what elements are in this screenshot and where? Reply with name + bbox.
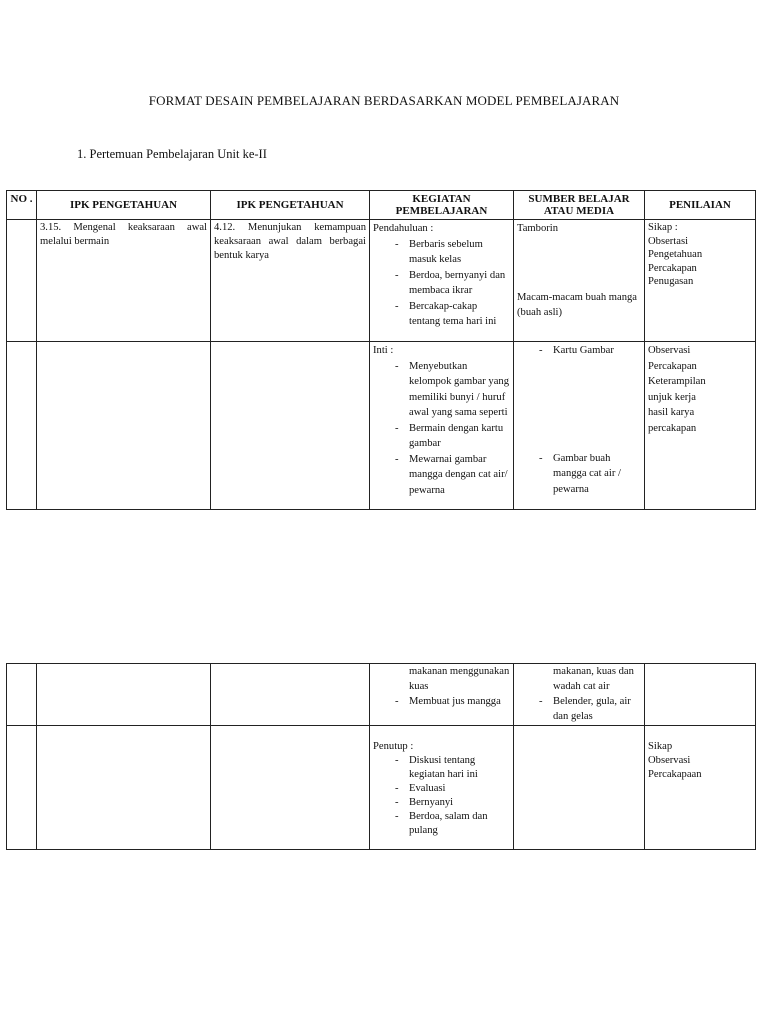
header-sumber: SUMBER BELAJAR ATAU MEDIA <box>514 191 645 220</box>
list-item: - Berdoa, salam dan pulang <box>395 810 510 838</box>
cell-penilaian: Sikap Observasi Percakapaan <box>645 726 756 850</box>
list-item: - Kartu Gambar <box>539 343 641 359</box>
cell-ipk-1 <box>37 726 211 850</box>
table-row <box>7 220 756 342</box>
document-title: FORMAT DESAIN PEMBELAJARAN BERDASARKAN MODEL PEMBELAJARAN <box>148 93 620 108</box>
cell-kegiatan: makanan menggunakan kuas - Membuat jus mangga <box>370 664 514 726</box>
header-ipk-1: IPK PENGETAHUAN <box>37 191 211 220</box>
header-penilaian: PENILAIAN <box>645 191 756 220</box>
list-item: - Mewarnai gambar mangga dengan cat air/ pewarna <box>395 452 510 499</box>
cell-penilaian: Observasi Percakapan Keterampilan unjuk kerja hasil karya percakapan <box>645 342 756 510</box>
cell-ipk-2 <box>211 342 370 510</box>
learning-design-table-bottom <box>6 663 756 850</box>
learning-design-table-top <box>6 190 756 510</box>
cell-ipk-2 <box>211 726 370 850</box>
cell-ipk-2: 4.12. Menunjukan kemampuan keaksaraan awal dalam berbagai bentuk karya <box>211 220 370 342</box>
cell-kegiatan: Penutup : - Diskusi tentang kegiatan hari ini - Evaluasi - Bernyanyi - Berdoa, salam dan pulang <box>370 726 514 850</box>
list-item: - Membuat jus mangga <box>395 694 510 709</box>
cell-sumber: makanan, kuas dan wadah cat air - Belender, gula, air dan gelas <box>514 664 645 726</box>
list-item: - Menyebutkan kelompok gambar yang memiliki bunyi / huruf awal yang sama seperti <box>395 359 510 421</box>
cell-kegiatan: Inti : - Menyebutkan kelompok gambar yang memiliki bunyi / huruf awal yang sama seperti - Bermain dengan kartu gambar - Mewarnai gambar mangga dengan cat air/ pewarna <box>370 342 514 510</box>
cell-ipk-2 <box>211 664 370 726</box>
cell-sumber <box>514 726 645 850</box>
cell-ipk-1 <box>37 664 211 726</box>
cell-penilaian <box>645 664 756 726</box>
list-item: - Gambar buah mangga cat air / pewarna <box>539 451 641 498</box>
list-item: - Bernyanyi <box>395 796 510 810</box>
list-item: - Evaluasi <box>395 782 510 796</box>
list-item: - Bercakap-cakap tentang tema hari ini <box>395 299 510 330</box>
cell-sumber <box>514 342 645 510</box>
cell-penilaian: Sikap : Obsertasi Pengetahuan Percakapan Penugasan <box>645 220 756 342</box>
cell-sumber: Tamborin Macam-macam buah manga (buah asli) <box>514 220 645 342</box>
table-row <box>7 726 756 850</box>
list-item: - Diskusi tentang kegiatan hari ini <box>395 754 510 782</box>
list-item: - Bermain dengan kartu gambar <box>395 421 510 452</box>
header-kegiatan: KEGIATAN PEMBELAJARAN <box>370 191 514 220</box>
header-no: NO . <box>7 191 37 220</box>
cell-no <box>7 664 37 726</box>
list-item: - Berdoa, bernyanyi dan membaca ikrar <box>395 268 510 299</box>
header-ipk-2: IPK PENGETAHUAN <box>211 191 370 220</box>
list-item: - Belender, gula, air dan gelas <box>539 694 641 724</box>
table-row <box>7 342 756 510</box>
table-row <box>7 664 756 726</box>
cell-ipk-1: 3.15. Mengenal keaksaraan awal melalui bermain <box>37 220 211 342</box>
cell-kegiatan: Pendahuluan : - Berbaris sebelum masuk kelas - Berdoa, bernyanyi dan membaca ikrar - Bercakap-cakap tentang tema hari ini <box>370 220 514 342</box>
cell-ipk-1 <box>37 342 211 510</box>
cell-no <box>7 726 37 850</box>
list-item: - Berbaris sebelum masuk kelas <box>395 237 510 268</box>
cell-no <box>7 220 37 342</box>
cell-no <box>7 342 37 510</box>
section-heading: 1. Pertemuan Pembelajaran Unit ke-II <box>77 147 267 161</box>
